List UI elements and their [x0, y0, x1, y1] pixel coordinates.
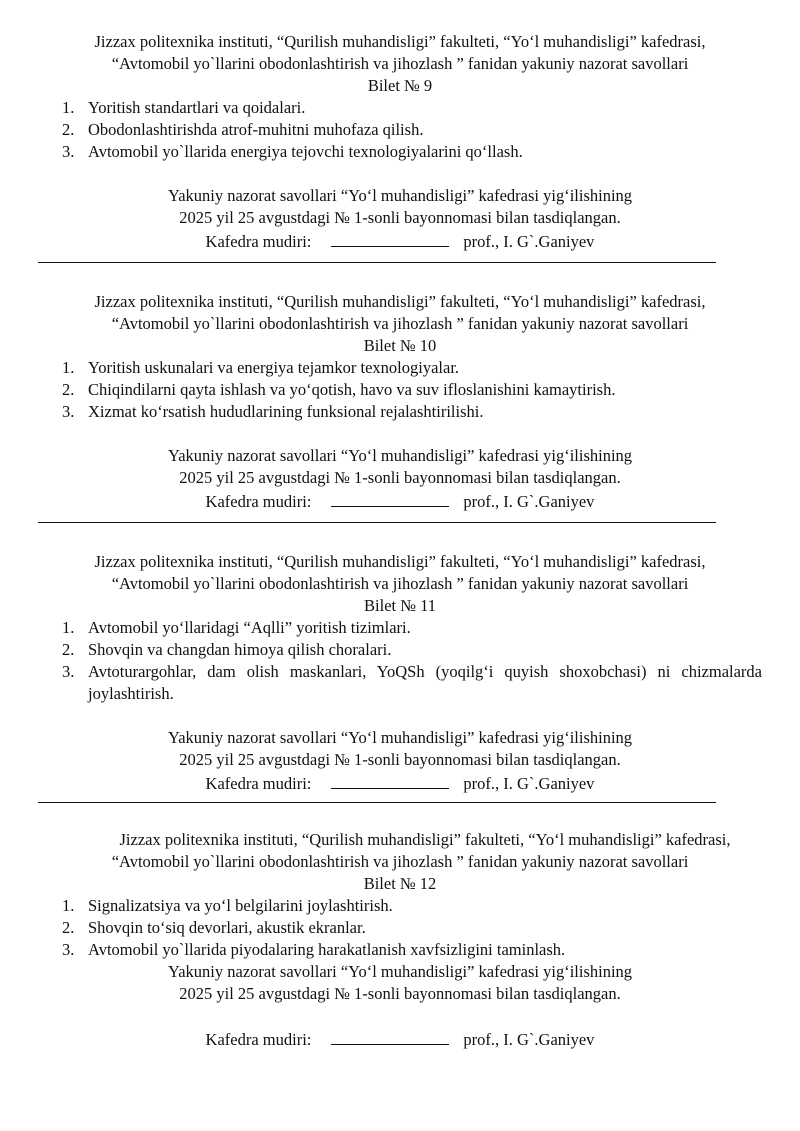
question-item — [62, 617, 762, 639]
head-label: Kafedra mudiri: — [205, 232, 312, 251]
signature-row — [0, 1027, 800, 1051]
section-divider — [38, 262, 716, 263]
question-number: 2. — [62, 640, 75, 659]
question-text: Signalizatsiya va yo‘l belgilarini joylashtirish. — [88, 896, 393, 915]
question-text: Avtomobil yo`llarida piyodalaring harakatlanish xavfsizligini taminlash. — [88, 940, 566, 959]
question-item — [62, 939, 762, 961]
head-name: prof., I. G`.Ganiyev — [463, 492, 595, 511]
head-name: prof., I. G`.Ganiyev — [463, 774, 595, 793]
head-name: prof., I. G`.Ganiyev — [463, 232, 595, 251]
signature-row — [0, 771, 800, 795]
ticket-title: Bilet № 12 — [363, 874, 437, 893]
question-number: 1. — [62, 896, 75, 915]
question-text: Avtoturargohlar, dam olish maskanlari, YoQSh (yoqilg‘i quyish shoxobchasi) ni chizmalarda joylashtirish. — [88, 662, 762, 703]
signature-row — [0, 229, 800, 253]
question-item — [62, 661, 762, 705]
question-text: Yoritish standartlari va qoidalari. — [88, 98, 306, 117]
approval-footer — [0, 445, 800, 513]
question-number: 2. — [62, 380, 75, 399]
section-divider — [38, 802, 716, 803]
approval-footer — [0, 961, 800, 1051]
question-text: Yoritish uskunalari va energiya tejamkor texnologiyalar. — [88, 358, 460, 377]
ticket-10 — [0, 291, 800, 513]
approval-line-2: 2025 yil 25 avgustdagi № 1-sonli bayonnomasi bilan tasdiqlangan. — [179, 984, 621, 1003]
ticket-header — [40, 31, 760, 75]
header-line-1: Jizzax politexnika instituti, “Qurilish muhandisligi” fakulteti, “Yo‘l muhandisligi” kafedrasi, — [94, 552, 706, 571]
question-item — [62, 639, 762, 661]
question-item — [62, 141, 762, 163]
question-number: 1. — [62, 358, 75, 377]
approval-footer — [0, 185, 800, 253]
ticket-title: Bilet № 10 — [363, 336, 437, 355]
header-line-2: “Avtomobil yo`llarini obodonlashtirish va jihozlash ” fanidan yakuniy nazorat savollari — [111, 314, 689, 333]
question-text: Chiqindilarni qayta ishlash va yo‘qotish, havo va suv ifloslanishini kamaytirish. — [88, 380, 616, 399]
approval-footer — [0, 727, 800, 795]
signature-line — [331, 229, 449, 247]
head-label: Kafedra mudiri: — [205, 1030, 312, 1049]
question-text: Shovqin va changdan himoya qilish choralari. — [88, 640, 392, 659]
question-item — [62, 895, 762, 917]
question-item — [62, 379, 762, 401]
question-list — [62, 895, 762, 961]
question-text: Xizmat ko‘rsatish hududlarining funksional rejalashtirilishi. — [88, 402, 484, 421]
question-item — [62, 119, 762, 141]
question-item — [62, 357, 762, 379]
question-list — [62, 97, 762, 163]
question-number: 3. — [62, 940, 75, 959]
ticket-header — [40, 551, 760, 595]
question-item — [62, 401, 762, 423]
question-text: Avtomobil yo`llarida energiya tejovchi texnologiyalarini qo‘llash. — [88, 142, 523, 161]
question-text: Shovqin to‘siq devorlari, akustik ekranlar. — [88, 918, 366, 937]
question-number: 3. — [62, 662, 75, 681]
question-item — [62, 97, 762, 119]
question-number: 3. — [62, 402, 75, 421]
question-list — [62, 617, 762, 705]
header-line-1: Jizzax politexnika instituti, “Qurilish muhandisligi” fakulteti, “Yo‘l muhandisligi” kafedrasi, — [94, 292, 706, 311]
signature-row — [0, 489, 800, 513]
head-label: Kafedra mudiri: — [205, 492, 312, 511]
signature-line — [331, 771, 449, 789]
question-item — [62, 917, 762, 939]
question-number: 1. — [62, 98, 75, 117]
ticket-12 — [0, 829, 800, 1051]
signature-line — [331, 1027, 449, 1045]
approval-line-1: Yakuniy nazorat savollari “Yo‘l muhandisligi” kafedrasi yig‘ilishining — [167, 446, 633, 465]
header-line-2: “Avtomobil yo`llarini obodonlashtirish va jihozlash ” fanidan yakuniy nazorat savollari — [111, 574, 689, 593]
ticket-title: Bilet № 9 — [367, 76, 433, 95]
ticket-header: Jizzax politexnika instituti, “Qurilish muhandisligi” fakulteti, “Yo‘l muhandisligi” kafedrasi, “Avtomobil yo`llarini obodonlashtirish va jihozlash ” fanidan yakuniy nazorat savollari — [111, 830, 731, 871]
approval-line-1: Yakuniy nazorat savollari “Yo‘l muhandisligi” kafedrasi yig‘ilishining — [167, 962, 633, 981]
ticket-title: Bilet № 11 — [364, 596, 436, 615]
approval-line-2: 2025 yil 25 avgustdagi № 1-sonli bayonnomasi bilan tasdiqlangan. — [179, 750, 621, 769]
head-label: Kafedra mudiri: — [205, 774, 312, 793]
ticket-header — [40, 291, 760, 335]
approval-line-1: Yakuniy nazorat savollari “Yo‘l muhandisligi” kafedrasi yig‘ilishining — [167, 728, 633, 747]
question-text: Avtomobil yo‘llaridagi “Aqlli” yoritish tizimlari. — [88, 618, 411, 637]
spacer — [0, 1005, 800, 1027]
question-number: 3. — [62, 142, 75, 161]
ticket-11 — [0, 551, 800, 795]
ticket-9 — [0, 31, 800, 253]
approval-line-2: 2025 yil 25 avgustdagi № 1-sonli bayonnomasi bilan tasdiqlangan. — [179, 208, 621, 227]
header-line-2: “Avtomobil yo`llarini obodonlashtirish va jihozlash ” fanidan yakuniy nazorat savollari — [111, 54, 689, 73]
question-text: Obodonlashtirishda atrof-muhitni muhofaza qilish. — [88, 120, 424, 139]
question-number: 2. — [62, 120, 75, 139]
section-divider — [38, 522, 716, 523]
approval-line-1: Yakuniy nazorat savollari “Yo‘l muhandisligi” kafedrasi yig‘ilishining — [167, 186, 633, 205]
signature-line — [331, 489, 449, 507]
head-name: prof., I. G`.Ganiyev — [463, 1030, 595, 1049]
question-list — [62, 357, 762, 423]
question-number: 1. — [62, 618, 75, 637]
question-number: 2. — [62, 918, 75, 937]
approval-line-2: 2025 yil 25 avgustdagi № 1-sonli bayonnomasi bilan tasdiqlangan. — [179, 468, 621, 487]
header-line-1: Jizzax politexnika instituti, “Qurilish muhandisligi” fakulteti, “Yo‘l muhandisligi” kafedrasi, — [94, 32, 706, 51]
